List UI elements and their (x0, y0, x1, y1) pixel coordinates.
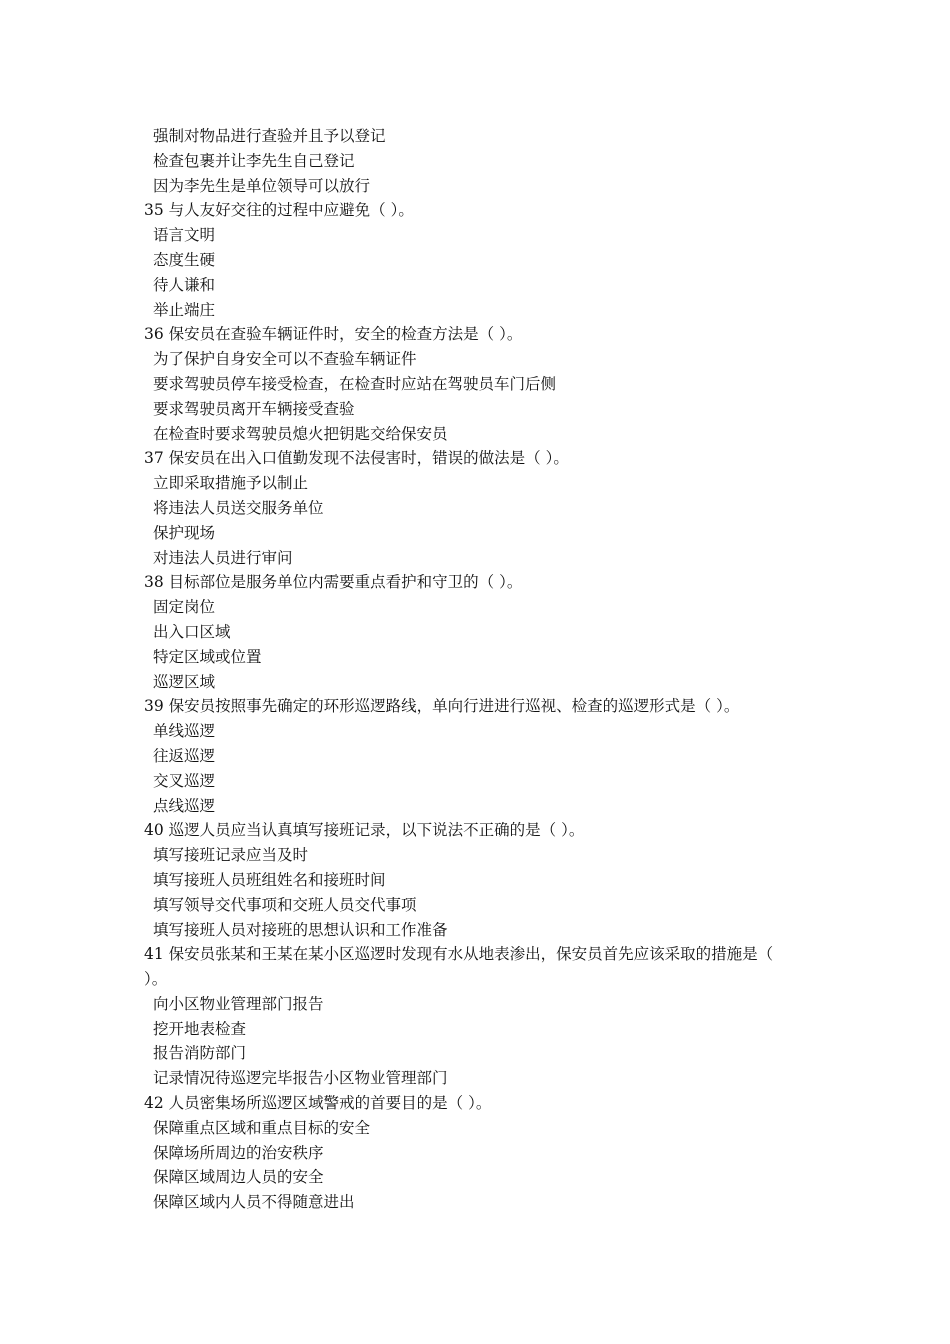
answer-option: 保障场所周边的治安秩序 (153, 1143, 324, 1162)
answer-option: 立即采取措施予以制止 (153, 474, 309, 493)
answer-option: 向小区物业管理部门报告 (153, 994, 324, 1013)
answer-option: 保护现场 (153, 523, 216, 542)
answer-option: 将违法人员送交服务单位 (153, 498, 324, 517)
answer-option: 点线巡逻 (153, 796, 216, 815)
answer-option: 固定岗位 (153, 598, 216, 617)
answer-option: 举止端庄 (153, 300, 216, 319)
answer-option: 填写领导交代事项和交班人员交代事项 (153, 895, 417, 914)
answer-option: 待人谦和 (153, 275, 216, 294)
answer-option: 保障区域周边人员的安全 (153, 1168, 324, 1187)
answer-option: 特定区域或位置 (153, 647, 262, 666)
answer-option: 保障重点区域和重点目标的安全 (153, 1118, 371, 1137)
answer-option: 要求驾驶员停车接受检查，在检查时应站在驾驶员车门后侧 (153, 374, 557, 393)
answer-option: 填写接班人员对接班的思想认识和工作准备 (153, 920, 448, 939)
answer-option: 检查包裹并让李先生自己登记 (153, 151, 355, 170)
question-text: 35 与人友好交往的过程中应避免（ ）。 (144, 201, 414, 220)
question-text: 41 保安员张某和王某在某小区巡逻时发现有水从地表渗出，保安员首先应该采取的措施是（ (144, 945, 774, 964)
answer-option: 语言文明 (153, 226, 216, 245)
answer-option: 要求驾驶员离开车辆接受查验 (153, 399, 355, 418)
answer-option: 挖开地表检查 (153, 1019, 247, 1038)
question-text: 40 巡逻人员应当认真填写接班记录，以下说法不正确的是（ ）。 (144, 821, 585, 840)
question-text-continued: ）。 (144, 970, 168, 989)
answer-option: 强制对物品进行查验并且予以登记 (153, 127, 386, 145)
question-text: 39 保安员按照事先确定的环形巡逻路线，单向行进进行巡视、检查的巡逻形式是（ ）。 (144, 697, 740, 716)
exam-question-list (144, 124, 812, 1215)
answer-option: 交叉巡逻 (153, 771, 216, 790)
answer-option: 巡逻区域 (153, 672, 216, 691)
answer-option: 填写接班人员班组姓名和接班时间 (153, 870, 386, 889)
answer-option: 对违法人员进行审问 (153, 548, 293, 567)
question-text: 38 目标部位是服务单位内需要重点看护和守卫的（ ）。 (144, 573, 523, 592)
question-text: 37 保安员在出入口值勤发现不法侵害时，错误的做法是（ ）。 (144, 449, 569, 468)
answer-option: 出入口区域 (153, 622, 231, 641)
answer-option: 报告消防部门 (153, 1044, 247, 1063)
answer-option: 因为李先生是单位领导可以放行 (153, 176, 371, 195)
answer-option: 为了保护自身安全可以不查验车辆证件 (153, 350, 417, 369)
question-text: 36 保安员在查验车辆证件时，安全的检查方法是（ ）。 (144, 325, 523, 344)
answer-option: 填写接班记录应当及时 (153, 846, 309, 865)
answer-option: 态度生硬 (153, 250, 216, 269)
answer-option: 往返巡逻 (153, 746, 216, 765)
answer-option: 记录情况待巡逻完毕报告小区物业管理部门 (153, 1069, 448, 1088)
answer-option: 保障区域内人员不得随意进出 (153, 1193, 355, 1212)
question-text: 42 人员密集场所巡逻区域警戒的首要目的是（ ）。 (144, 1094, 492, 1113)
answer-option: 单线巡逻 (153, 722, 216, 741)
answer-option: 在检查时要求驾驶员熄火把钥匙交给保安员 (153, 424, 448, 443)
